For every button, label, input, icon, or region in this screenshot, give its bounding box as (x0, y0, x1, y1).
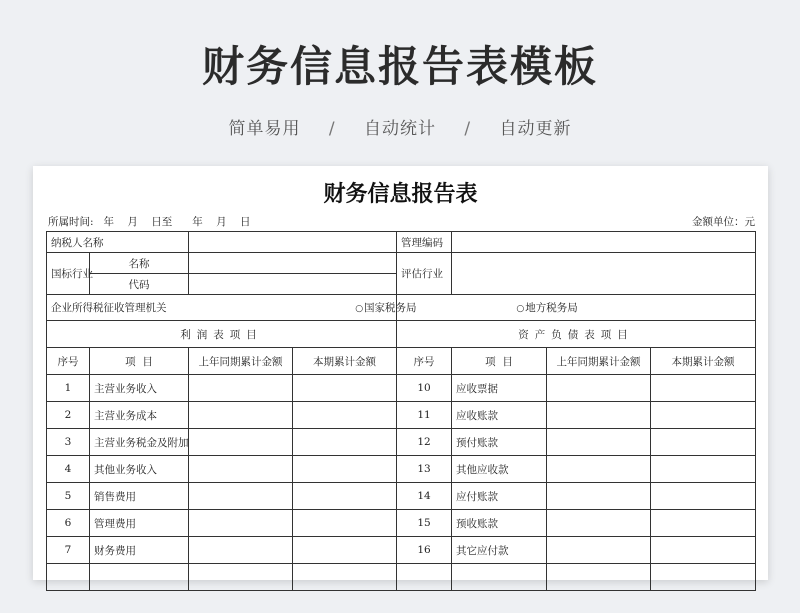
row-item-right: 应收票据 (452, 375, 547, 402)
taxpayer-name-label: 纳税人名称 (47, 232, 189, 253)
banner-features (0, 114, 800, 139)
row-seq-left: 5 (47, 483, 90, 510)
industry-code-field[interactable] (189, 274, 397, 295)
row-seq-left: 4 (47, 456, 90, 483)
industry-code-label: 代码 (90, 274, 189, 295)
row-seq-right: 16 (397, 537, 452, 564)
industry-name-field[interactable] (189, 253, 397, 274)
row-seq-right: 15 (397, 510, 452, 537)
local-tax-cell (397, 295, 756, 321)
row-current-right[interactable] (651, 483, 756, 510)
row-prev-year-left[interactable] (189, 402, 293, 429)
row-prev-year-right[interactable] (547, 402, 651, 429)
feature-auto-update: 自动更新 (499, 119, 572, 139)
feature-auto-stat: 自动统计 (364, 119, 436, 139)
mgmt-code-label: 管理编码 (397, 232, 452, 253)
row-item-left (90, 564, 189, 591)
row-current-left[interactable] (293, 456, 397, 483)
col-current-header: 本期累计金额 (651, 348, 756, 375)
row-current-right[interactable] (651, 564, 756, 591)
industry-name-label: 名称 (90, 253, 189, 274)
tax-authority-text: 企业所得税征收管理机关 (51, 302, 167, 314)
radio-circle-icon[interactable]: ○ (516, 304, 525, 314)
table-row (47, 483, 756, 510)
row-seq-right: 10 (397, 375, 452, 402)
industry-label: 国标行业 (47, 253, 90, 295)
table-row (47, 429, 756, 456)
row-prev-year-left[interactable] (189, 375, 293, 402)
row-prev-year-left[interactable] (189, 537, 293, 564)
row-current-right[interactable] (651, 510, 756, 537)
table-row (47, 402, 756, 429)
row-item-right: 其他应收款 (452, 456, 547, 483)
row-seq-left: 1 (47, 375, 90, 402)
row-item-right: 预收账款 (452, 510, 547, 537)
row-item-left: 其他业务收入 (90, 456, 189, 483)
report-table (46, 231, 756, 591)
row-seq-right (397, 564, 452, 591)
row-item-left: 管理费用 (90, 510, 189, 537)
report-sheet (33, 166, 768, 580)
eval-industry-label: 评估行业 (397, 253, 452, 295)
row-current-left[interactable] (293, 429, 397, 456)
row-current-left[interactable] (293, 564, 397, 591)
row-prev-year-left[interactable] (189, 483, 293, 510)
row-seq-right: 14 (397, 483, 452, 510)
local-tax-option: 地方税务局 (525, 302, 578, 314)
row-item-right: 应收账款 (452, 402, 547, 429)
row-current-left[interactable] (293, 375, 397, 402)
table-row (47, 375, 756, 402)
row-prev-year-right[interactable] (547, 510, 651, 537)
feature-separator: / (328, 119, 336, 139)
row-item-right: 其它应付款 (452, 537, 547, 564)
table-row (47, 564, 756, 591)
row-seq-left: 7 (47, 537, 90, 564)
row-current-right[interactable] (651, 537, 756, 564)
row-current-left[interactable] (293, 402, 397, 429)
col-current-header: 本期累计金额 (293, 348, 397, 375)
row-prev-year-right[interactable] (547, 483, 651, 510)
period-label: 所属时间: 年 月 日至 年 月 日 (48, 216, 251, 228)
banner-title: 财务信息报告表模板 (201, 42, 598, 91)
row-seq-right: 11 (397, 402, 452, 429)
row-prev-year-right[interactable] (547, 429, 651, 456)
feature-separator: / (464, 119, 472, 139)
row-prev-year-left[interactable] (189, 456, 293, 483)
row-prev-year-left[interactable] (189, 429, 293, 456)
row-current-right[interactable] (651, 429, 756, 456)
row-seq-right: 13 (397, 456, 452, 483)
row-current-left[interactable] (293, 483, 397, 510)
row-seq-right: 12 (397, 429, 452, 456)
col-seq-header: 序号 (47, 348, 90, 375)
col-prev-year-header: 上年同期累计金额 (547, 348, 651, 375)
sheet-title: 财务信息报告表 (323, 181, 478, 207)
table-row (47, 510, 756, 537)
row-prev-year-right[interactable] (547, 456, 651, 483)
row-seq-left (47, 564, 90, 591)
row-current-right[interactable] (651, 375, 756, 402)
mgmt-code-field[interactable] (452, 232, 756, 253)
row-current-left[interactable] (293, 537, 397, 564)
row-prev-year-left[interactable] (189, 510, 293, 537)
radio-circle-icon[interactable]: ○ (355, 304, 364, 314)
col-prev-year-header: 上年同期累计金额 (189, 348, 293, 375)
tax-authority-label (47, 295, 417, 321)
row-seq-left: 2 (47, 402, 90, 429)
row-prev-year-right[interactable] (547, 564, 651, 591)
col-item-header: 项 目 (90, 348, 189, 375)
col-seq-header: 序号 (397, 348, 452, 375)
row-item-left: 销售费用 (90, 483, 189, 510)
table-row (47, 456, 756, 483)
taxpayer-name-field[interactable] (189, 232, 397, 253)
row-item-right: 预付账款 (452, 429, 547, 456)
row-prev-year-left[interactable] (189, 564, 293, 591)
row-seq-left: 6 (47, 510, 90, 537)
row-item-right (452, 564, 547, 591)
row-prev-year-right[interactable] (547, 375, 651, 402)
balance-section-header: 资产负债表项目 (397, 321, 756, 348)
row-item-left: 主营业务成本 (90, 402, 189, 429)
row-current-right[interactable] (651, 402, 756, 429)
col-item-header: 项 目 (452, 348, 547, 375)
unit-label: 金额单位：元 (692, 216, 755, 228)
table-row (47, 537, 756, 564)
feature-easy: 简单易用 (228, 119, 301, 139)
row-current-left[interactable] (293, 510, 397, 537)
eval-industry-field[interactable] (452, 253, 756, 295)
row-item-left: 财务费用 (90, 537, 189, 564)
row-item-right: 应付账款 (452, 483, 547, 510)
income-section-header: 利润表项目 (47, 321, 397, 348)
row-item-left: 主营业务收入 (90, 375, 189, 402)
national-tax-option: 国家税务局 (364, 302, 417, 314)
row-current-right[interactable] (651, 456, 756, 483)
row-item-left: 主营业务税金及附加 (90, 429, 189, 456)
row-prev-year-right[interactable] (547, 537, 651, 564)
row-seq-left: 3 (47, 429, 90, 456)
